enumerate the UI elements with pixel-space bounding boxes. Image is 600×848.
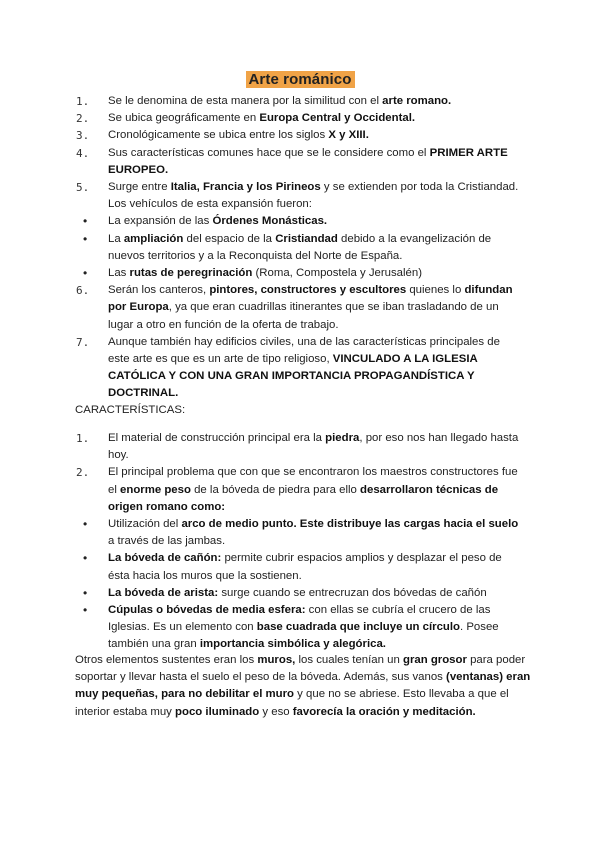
- bold-text: La bóveda de cañón:: [108, 552, 222, 565]
- item-text: [108, 466, 518, 512]
- list-item: [0, 231, 600, 265]
- list-item: [0, 265, 600, 282]
- text-run: Se le denomina de esta manera por la similitud con el: [108, 95, 383, 107]
- list-item: [0, 550, 600, 584]
- list-item: [0, 516, 600, 550]
- bold-text: La bóveda de arista:: [108, 586, 219, 599]
- text-run: Se ubica geográficamente en: [108, 112, 260, 125]
- title-text: Arte románico: [246, 71, 355, 88]
- bold-text: desarrollaron técnicas de origen romano como:: [108, 483, 499, 513]
- bold-text: piedra: [325, 432, 360, 444]
- text-run: , ya que eran cuadrillas itinerantes que se iban trasladando de un lugar a otro en función de la oferta de trabajo.: [108, 301, 499, 331]
- document-title: [0, 71, 600, 88]
- list-item: [0, 334, 600, 403]
- text-run: El material de construcción principal era la: [108, 432, 326, 444]
- bold-text: difundan por Europa: [108, 284, 513, 314]
- number-marker: 1.: [76, 432, 90, 445]
- bold-text: VINCULADO A LA IGLESIA CATÓLICA Y CON UNA GRAN IMPORTANCIA PROPAGANDÍSTICA Y DOCTRINAL.: [108, 353, 478, 400]
- item-text: [108, 284, 513, 330]
- item-text: [108, 336, 500, 400]
- item-text: [108, 233, 491, 262]
- number-marker: 7.: [76, 335, 90, 349]
- intro-list: [0, 93, 600, 403]
- text-run: permite cubrir espacios amplios y desplazar el peso de ésta hacia los muros que la sostienen.: [108, 552, 502, 582]
- item-text: [108, 552, 502, 581]
- text-run: El principal problema que con que se encontraron los maestros constructores fue el: [108, 466, 518, 496]
- text-run: Sus características comunes hace que se le considere como el: [108, 146, 430, 159]
- list-item: [0, 585, 600, 602]
- text-run: para poder soportar y llevar hasta el suelo el peso de la bóveda. Además, sus vanos: [75, 654, 526, 684]
- item-text: [108, 95, 451, 107]
- item-text: [108, 587, 487, 599]
- bold-text: Italia, Francia y los Pirineos: [170, 181, 321, 194]
- number-marker: 1.: [76, 95, 90, 108]
- bold-text: arco de medio punto. Este distribuye las cargas hacia el suelo: [181, 518, 519, 531]
- text-run: . Posee también una gran: [108, 621, 499, 651]
- number-marker: 6.: [76, 284, 90, 298]
- bold-text: base cuadrada que incluye un círculo: [256, 621, 460, 634]
- bullet-marker: •: [83, 214, 88, 229]
- list-item: [0, 282, 600, 334]
- bold-text: poco iluminado: [175, 705, 260, 718]
- list-item: [0, 213, 600, 230]
- bold-text: Cristiandad: [275, 232, 338, 245]
- text-run: , por eso nos han llegado hasta hoy.: [108, 432, 519, 462]
- bullet-marker: •: [83, 231, 88, 246]
- bold-text: gran grosor: [402, 654, 467, 666]
- item-text: [108, 112, 415, 124]
- bold-text: Europa Central y Occidental.: [259, 112, 416, 125]
- bold-text: rutas de peregrinación: [129, 267, 253, 280]
- list-item: [0, 602, 600, 654]
- list-item: [0, 93, 600, 110]
- bullet-marker: •: [83, 266, 88, 281]
- bold-text: enorme peso: [120, 483, 191, 496]
- item-text: [108, 267, 422, 279]
- bold-text: ampliación: [123, 232, 184, 245]
- item-text: [108, 129, 369, 141]
- text-run: debido a la evangelización de nuevos territorios y a la Reconquista del Norte de España.: [108, 232, 492, 262]
- text-run: del espacio de la: [183, 232, 276, 245]
- item-text: [108, 604, 499, 650]
- bullet-marker: •: [83, 603, 88, 618]
- bullet-marker: •: [83, 585, 88, 600]
- text-run: y eso: [259, 705, 293, 718]
- text-run: Surge entre: [108, 181, 171, 194]
- bold-text: Órdenes Monásticas.: [212, 215, 328, 228]
- list-item: [0, 127, 600, 144]
- item-text: [108, 518, 518, 547]
- text-run: de la bóveda de piedra para ello: [190, 483, 361, 496]
- item-text: [108, 181, 518, 210]
- text-run: Las: [108, 267, 130, 280]
- item-text: [108, 147, 508, 176]
- bold-text: muros,: [257, 654, 296, 666]
- bold-text: Cúpulas o bóvedas de media esfera:: [108, 604, 306, 617]
- list-item: [0, 179, 600, 213]
- number-marker: 2.: [76, 466, 90, 480]
- number-marker: 4.: [76, 146, 90, 160]
- text-run: (Roma, Compostela y Jerusalén): [252, 267, 423, 280]
- text-run: quienes lo: [406, 284, 465, 297]
- number-marker: 5.: [76, 181, 90, 195]
- text-run: Serán los canteros,: [108, 284, 210, 297]
- text-run: surge cuando se entrecruzan dos bóvedas de cañón: [218, 586, 487, 599]
- section-heading: CARACTERÍSTICAS:: [75, 404, 186, 416]
- text-run: La: [108, 232, 124, 245]
- bold-text: importancia simbólica y alegórica.: [199, 638, 386, 651]
- text-run: Utilización del: [108, 518, 182, 531]
- text-run: los cuales tenían un: [295, 654, 403, 666]
- bold-text: pintores, constructores y escultores: [209, 284, 407, 297]
- list-item: [0, 464, 600, 516]
- list-item: [0, 110, 600, 127]
- characteristics-list: [0, 430, 600, 654]
- bold-text: X y XIII.: [328, 129, 369, 142]
- item-text: [108, 432, 518, 461]
- bold-text: (ventanas) eran muy pequeñas, para no debilitar el muro: [75, 671, 531, 701]
- text-run: y se extienden por toda la Cristiandad. Los vehículos de esta expansión fueron:: [108, 181, 519, 211]
- text-run: La expansión de las: [108, 215, 213, 228]
- bold-text: PRIMER ARTE EUROPEO.: [108, 146, 508, 176]
- bold-text: favorecía la oración y meditación.: [292, 705, 476, 718]
- list-item: [0, 430, 600, 464]
- bullet-marker: •: [83, 551, 88, 566]
- number-marker: 2.: [76, 112, 90, 126]
- bold-text: arte romano.: [382, 95, 452, 107]
- closing-paragraph: [75, 652, 535, 721]
- bullet-marker: •: [83, 517, 88, 532]
- item-text: [108, 215, 327, 227]
- list-item: [0, 145, 600, 179]
- text-run: y que no se abriese. Esto llevaba a que el interior estaba muy: [75, 688, 509, 718]
- number-marker: 3.: [76, 129, 90, 143]
- text-run: Otros elementos sustentes eran los: [75, 654, 258, 666]
- text-run: Aunque también hay edificios civiles, una de las características principales de este arte es que es un arte de tipo religioso,: [108, 335, 500, 366]
- text-run: con ellas se cubría el crucero de las Iglesias. Es un elemento con: [108, 604, 491, 634]
- text-run: Cronológicamente se ubica entre los siglos: [108, 129, 329, 142]
- text-run: a través de las jambas.: [108, 535, 226, 548]
